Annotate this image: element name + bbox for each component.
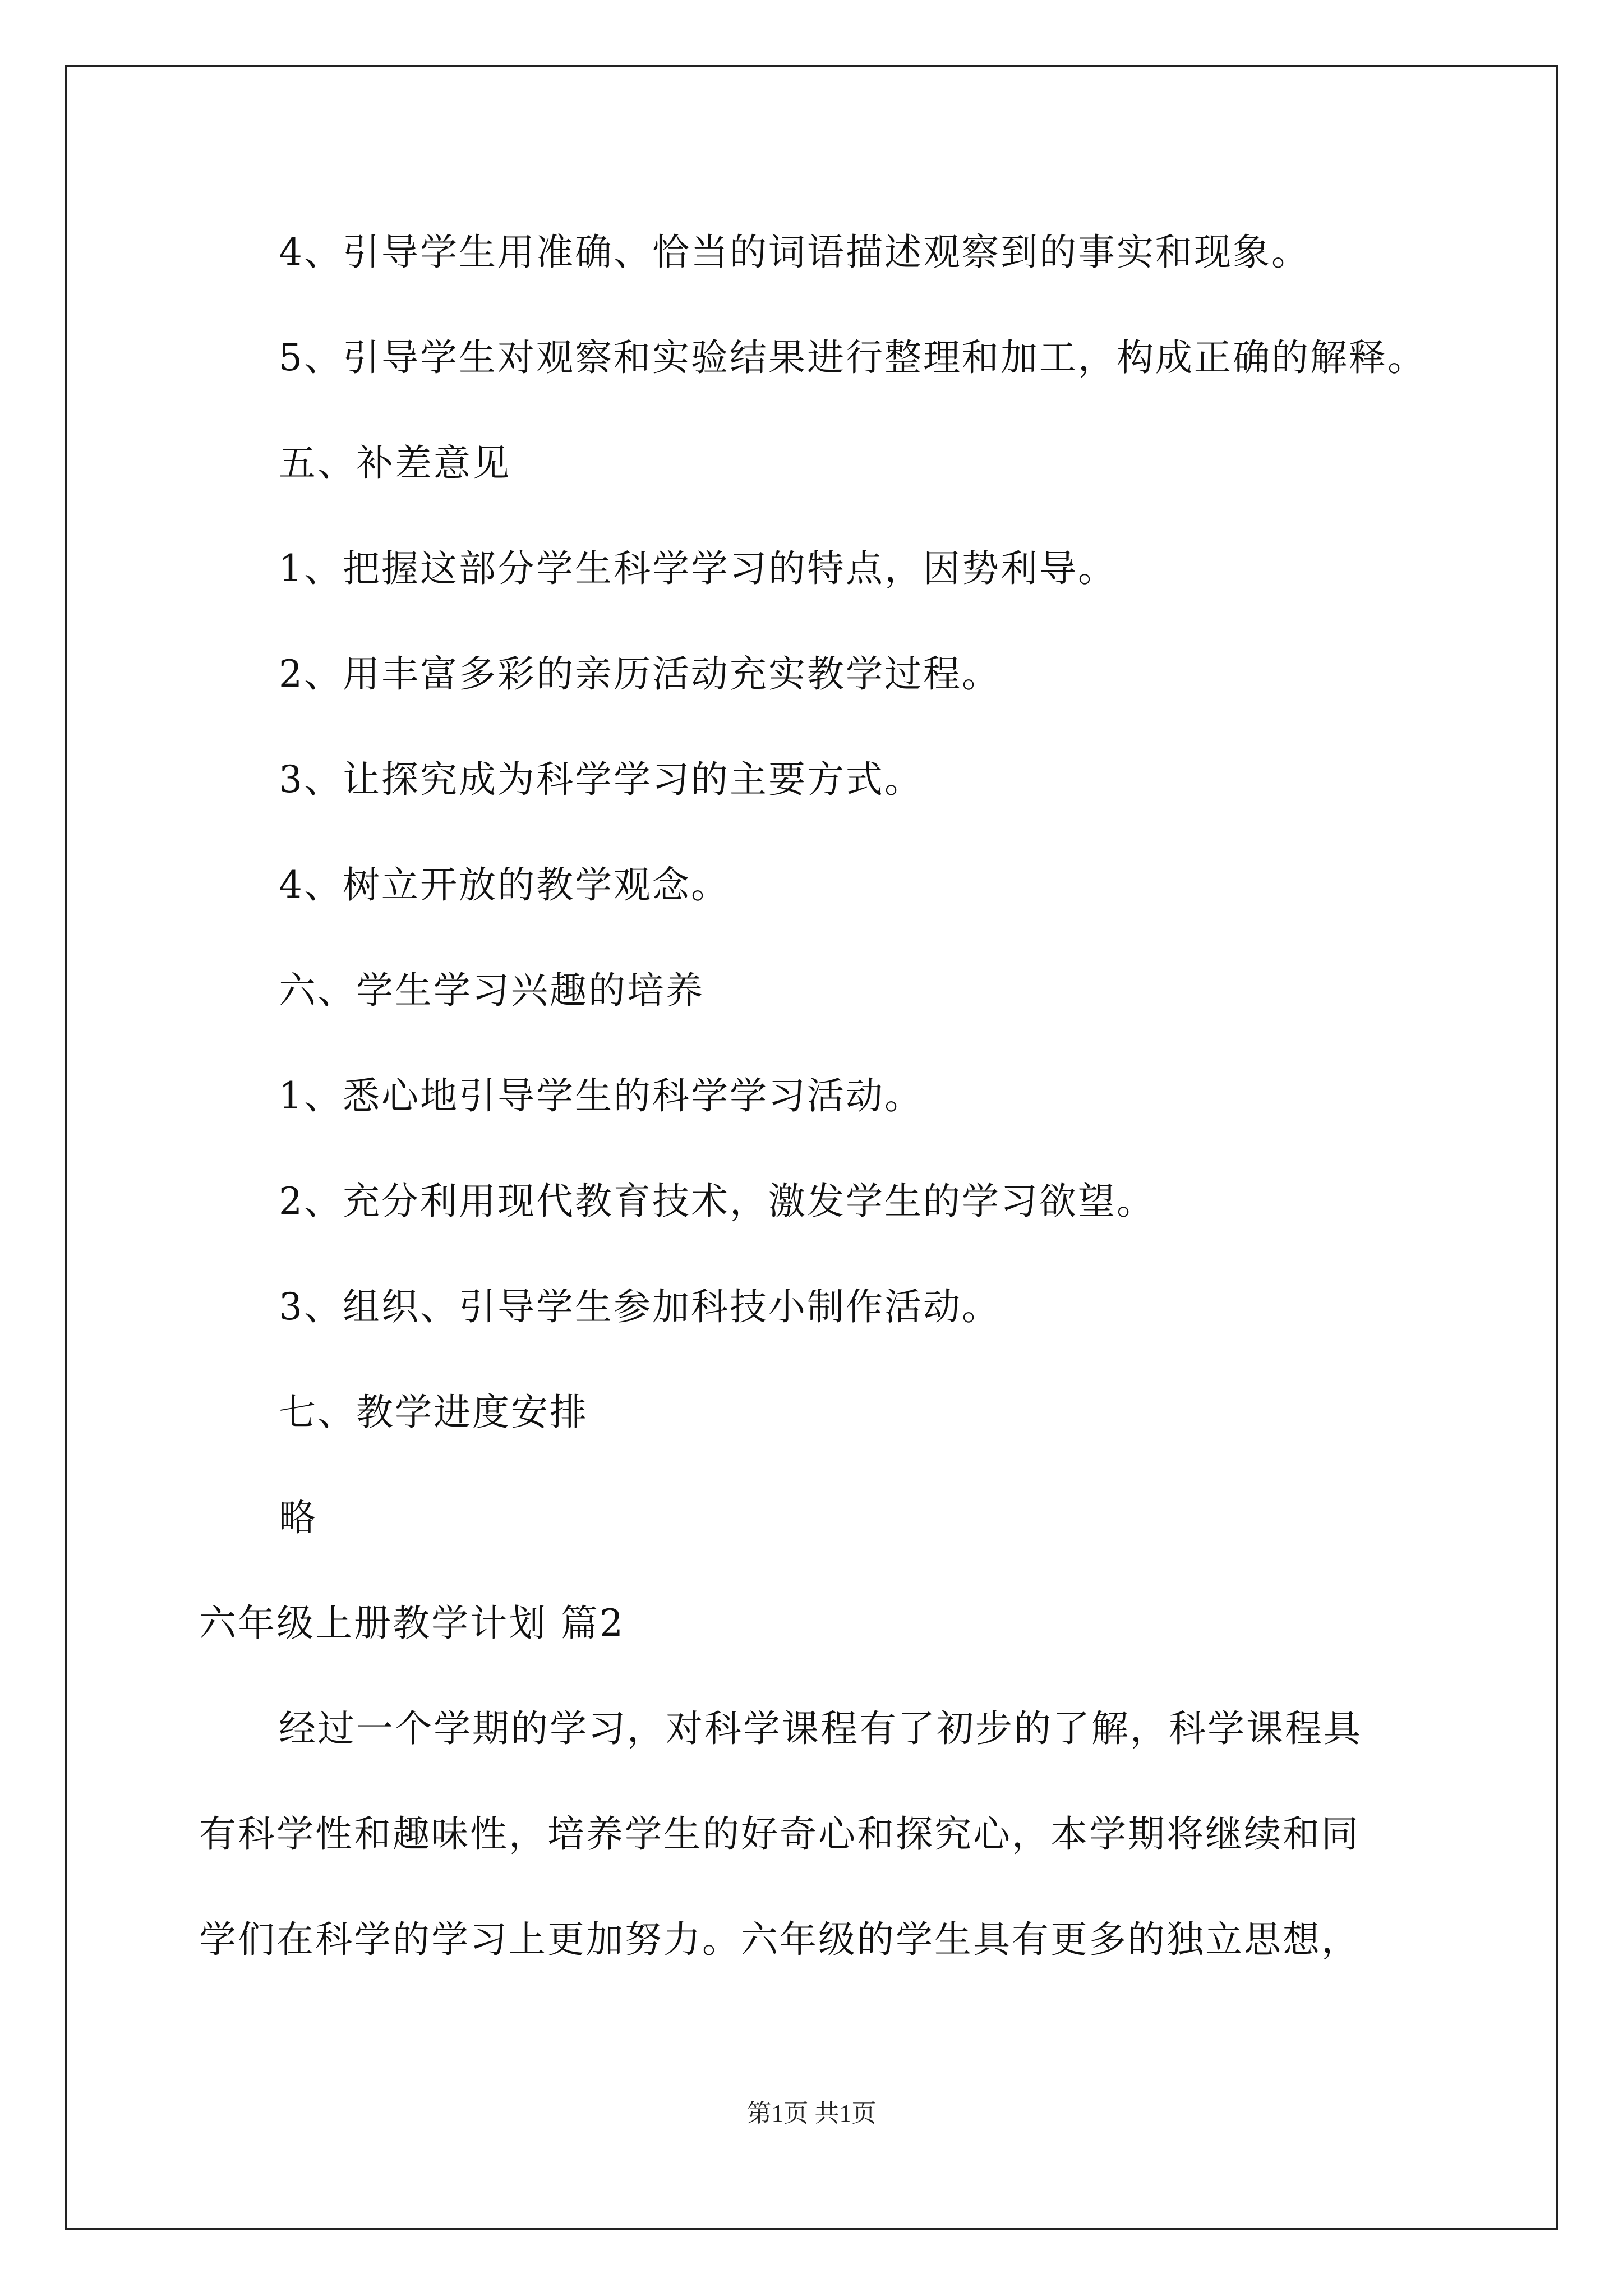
list-item: 3、让探究成为科学学习的主要方式。	[279, 758, 923, 801]
list-item: 3、组织、引导学生参加科技小制作活动。	[279, 1285, 1000, 1328]
section-heading: 五、补差意见	[279, 441, 511, 485]
paragraph-line: 经过一个学期的学习，对科学课程有了初步的了解，科学课程具	[279, 1707, 1362, 1750]
body-text: 略	[279, 1496, 317, 1539]
list-item: 2、用丰富多彩的亲历活动充实教学过程。	[279, 652, 1000, 696]
section-title: 六年级上册教学计划 篇2	[199, 1602, 625, 1645]
paragraph-line: 学们在科学的学习上更加努力。六年级的学生具有更多的独立思想，	[199, 1918, 1360, 1961]
list-item: 4、引导学生用准确、恰当的词语描述观察到的事实和现象。	[279, 231, 1310, 274]
list-item: 5、引导学生对观察和实验结果进行整理和加工，构成正确的解释。	[279, 336, 1426, 379]
list-item: 1、把握这部分学生科学学习的特点，因势利导。	[279, 547, 1117, 590]
section-heading: 七、教学进度安排	[279, 1391, 588, 1434]
list-item: 1、悉心地引导学生的科学学习活动。	[279, 1074, 923, 1117]
list-item: 2、充分利用现代教育技术，激发学生的学习欲望。	[279, 1180, 1155, 1223]
page-border	[65, 65, 1558, 2230]
section-heading: 六、学生学习兴趣的培养	[279, 969, 704, 1012]
list-item: 4、树立开放的教学观念。	[279, 863, 730, 907]
paragraph-line: 有科学性和趣味性，培养学生的好奇心和探究心，本学期将继续和同	[199, 1812, 1360, 1856]
page-footer: 第1页 共1页	[746, 2100, 877, 2127]
